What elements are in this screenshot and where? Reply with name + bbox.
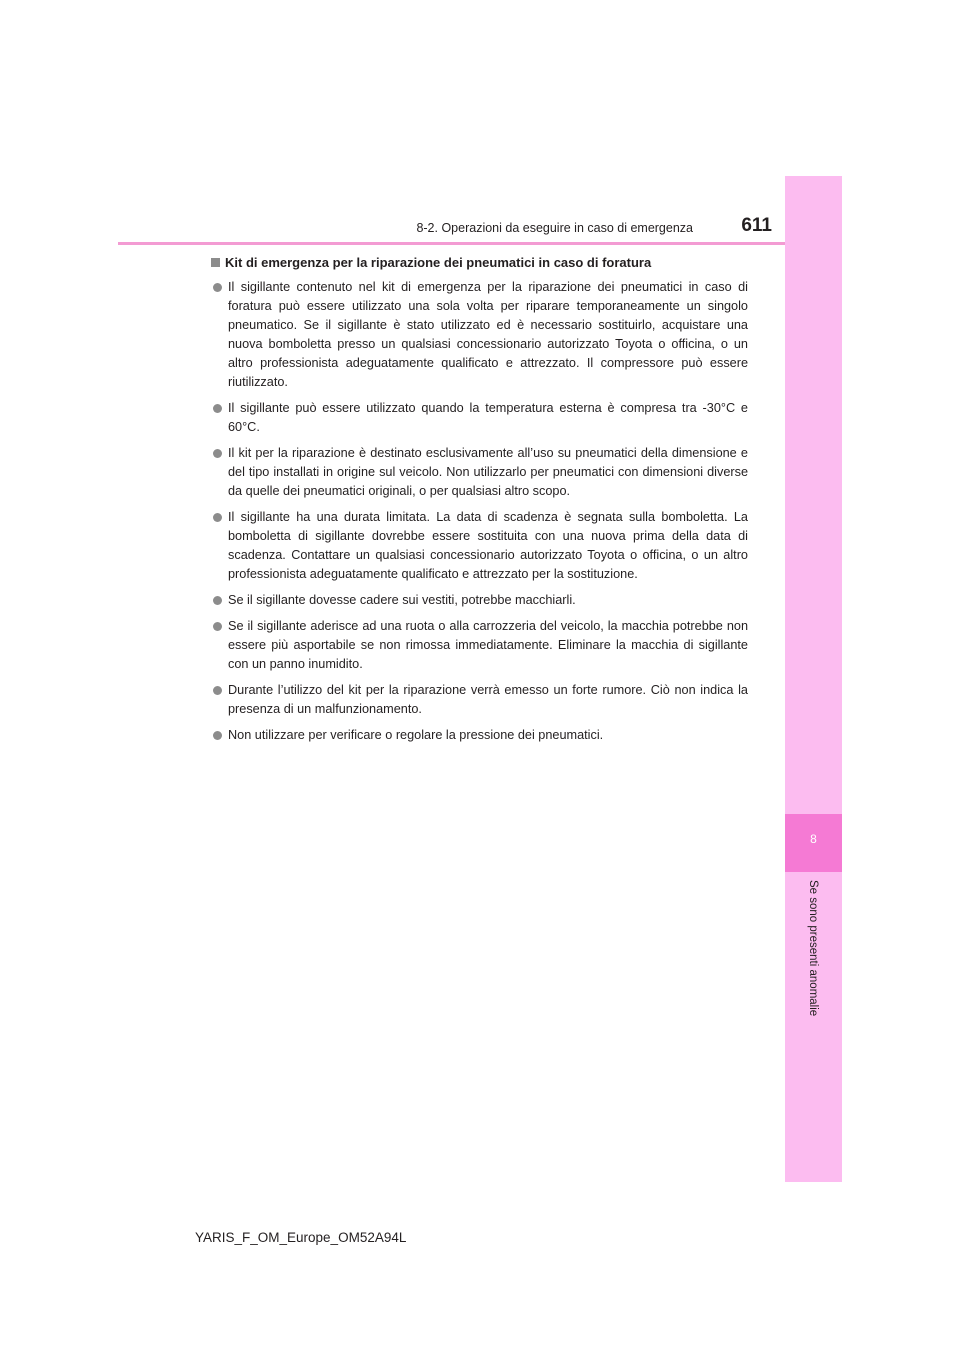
list-item <box>211 726 751 745</box>
round-bullet-icon <box>213 731 222 740</box>
list-item <box>211 278 751 392</box>
main-content <box>211 253 751 752</box>
list-item <box>211 444 751 501</box>
round-bullet-icon <box>213 449 222 458</box>
document-code: YARIS_F_OM_Europe_OM52A94L <box>195 1230 407 1245</box>
list-item <box>211 681 751 719</box>
square-bullet-icon <box>211 258 220 267</box>
list-item-text: Durante l’utilizzo del kit per la riparazione verrà emesso un forte rumore. Ciò non indica la presenza di un malfunzionamento. <box>228 683 748 716</box>
list-item-text: Il sigillante ha una durata limitata. La data di scadenza è segnata sulla bomboletta. La bomboletta di sigillante dovrebbe essere sostituita con una nuova prima della data di scadenza. Contattare un qualsiasi concessionario autorizzato Toyota o officina, o un altro professionista adeguatamente qualificato e attrezzato per la sostituzione. <box>228 510 748 581</box>
list-item <box>211 399 751 437</box>
header-section-title: 8-2. Operazioni da eseguire in caso di emergenza <box>416 221 693 235</box>
list-item-text: Se il sigillante aderisce ad una ruota o alla carrozzeria del veicolo, la macchia potrebbe non essere più asportabile se non rimossa immediatamente. Eliminare la macchia di sigillante con un panno inumidito. <box>228 619 748 671</box>
chapter-number: 8 <box>810 832 817 846</box>
round-bullet-icon <box>213 283 222 292</box>
round-bullet-icon <box>213 622 222 631</box>
round-bullet-icon <box>213 513 222 522</box>
header-divider <box>118 242 842 245</box>
list-item-text: Se il sigillante dovesse cadere sui vestiti, potrebbe macchiarli. <box>228 593 576 607</box>
section-heading-text: Kit di emergenza per la riparazione dei pneumatici in caso di foratura <box>225 255 652 270</box>
list-item-text: Il sigillante può essere utilizzato quando la temperatura esterna è compresa tra -30°C e 60°C. <box>228 401 748 434</box>
list-item-text: Il sigillante contenuto nel kit di emergenza per la riparazione dei pneumatici in caso di foratura può essere utilizzato una sola volta per riparare temporaneamente un singolo pneumatico. Se il sigillante è stato utilizzato ed è necessario sostituirlo, acquistare una nuova bomboletta presso un qualsiasi concessionario autorizzato Toyota o officina, o un altro professionista adeguatamente qualificato e attrezzato. Il compressore può essere riutilizzato. <box>228 280 748 389</box>
chapter-side-tab <box>785 176 842 1182</box>
list-item-text: Non utilizzare per verificare o regolare la pressione dei pneumatici. <box>228 728 604 742</box>
round-bullet-icon <box>213 404 222 413</box>
list-item <box>211 591 751 610</box>
section-heading <box>211 253 751 272</box>
list-item <box>211 617 751 674</box>
list-item <box>211 508 751 584</box>
chapter-title: Se sono presenti anomalie <box>807 880 819 1017</box>
round-bullet-icon <box>213 596 222 605</box>
round-bullet-icon <box>213 686 222 695</box>
list-item-text: Il kit per la riparazione è destinato esclusivamente all’uso su pneumatici della dimensione e del tipo installati in origine sul veicolo. Non utilizzarlo per pneumatici con dimensioni diverse da quelle dei pneumatici originali, o per qualsiasi altro scopo. <box>228 446 748 498</box>
page-number: 611 <box>741 215 772 236</box>
